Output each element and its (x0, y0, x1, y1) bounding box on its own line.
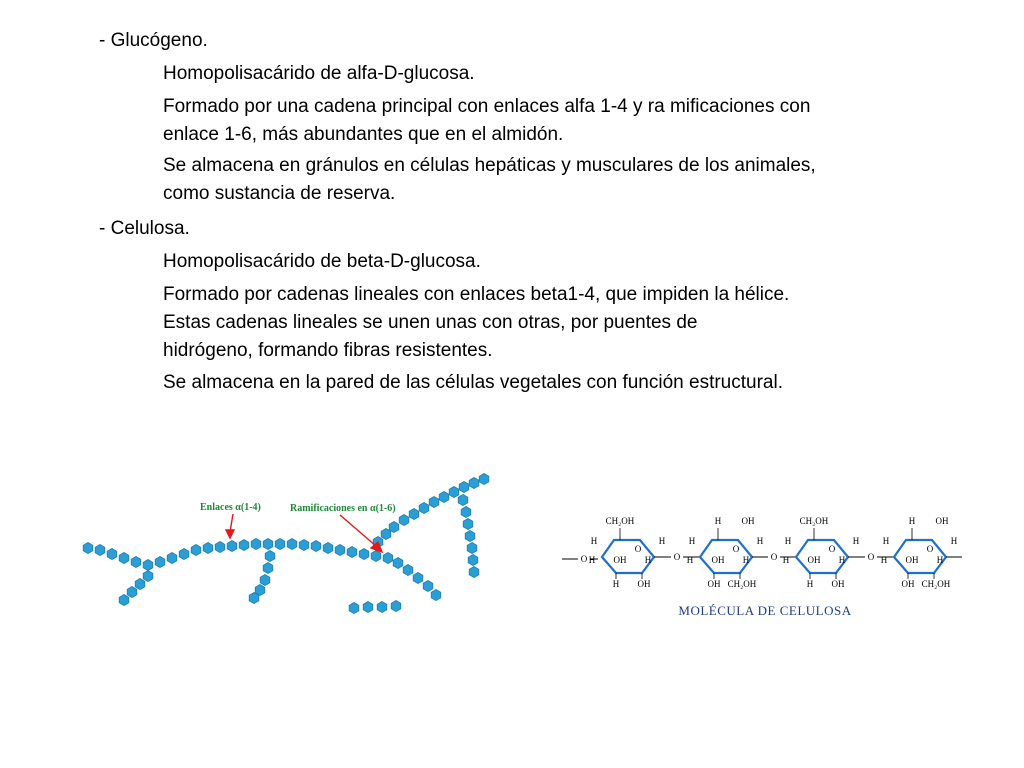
substituent-top-left: H (908, 516, 916, 526)
glucose-unit (419, 503, 429, 514)
glucose-unit (463, 519, 473, 530)
glucose-unit (335, 545, 345, 556)
glucose-unit (459, 482, 469, 493)
ring-oxygen: O (828, 544, 836, 554)
glucose-unit (465, 531, 475, 542)
substituent-h: H (882, 536, 890, 546)
glucose-unit (349, 603, 359, 614)
ring-oxygen: O (634, 544, 642, 554)
glucose-unit (393, 558, 403, 569)
glucose-unit (167, 553, 177, 564)
glucose-unit (239, 540, 249, 551)
glucose-unit (107, 549, 117, 560)
glucose-unit (95, 545, 105, 556)
glucose-unit (191, 545, 201, 556)
substituent-h: H (784, 536, 792, 546)
glucose-unit (287, 539, 297, 550)
glycosidic-oxygen: O (867, 552, 875, 562)
glucose-unit (389, 522, 399, 533)
glucose-unit (377, 602, 387, 613)
glucogeno-heading: - Glucógeno. (99, 30, 208, 51)
glycogen-glucose-units (83, 474, 489, 614)
substituent-h: H (590, 536, 598, 546)
cellulose-title: MOLÉCULA DE CELULOSA (678, 603, 852, 618)
glucose-unit (203, 543, 213, 554)
glucose-unit (119, 595, 129, 606)
glucose-unit (127, 587, 137, 598)
glucose-unit (413, 573, 423, 584)
glucogeno-structure-line1: Formado por una cadena principal con enlaces alfa 1-4 y ra mificaciones con (163, 96, 811, 117)
glucose-unit (467, 543, 477, 554)
glucose-unit (179, 549, 189, 560)
glucose-unit (119, 553, 129, 564)
substituent-bottom-left: OH (707, 579, 721, 589)
glucogeno-definition: Homopolisacárido de alfa-D-glucosa. (163, 63, 475, 84)
substituent-h: H (688, 536, 696, 546)
glucose-unit (275, 539, 285, 550)
glucose-unit (347, 547, 357, 558)
glucose-unit (227, 541, 237, 552)
glucose-unit (135, 579, 145, 590)
glucose-unit (359, 549, 369, 560)
arrow-branches (340, 515, 376, 546)
label-alpha-1-4-links: Enlaces α(1-4) (200, 502, 261, 513)
substituent-oh: OH (711, 555, 725, 565)
glucose-unit (391, 601, 401, 612)
celulosa-structure-line3: hidrógeno, formando fibras resistentes. (163, 340, 493, 361)
substituent-bottom-right: CH₂OH (921, 579, 951, 589)
glycosidic-oxygen: O (673, 552, 681, 562)
glucose-unit (249, 593, 259, 604)
celulosa-structure-line1: Formado por cadenas lineales con enlaces beta1-4, que impiden la hélice. (163, 284, 790, 305)
substituent-h: H (644, 555, 652, 565)
substituent-h: H (742, 555, 750, 565)
glucose-unit (263, 563, 273, 574)
glucose-unit (371, 551, 381, 562)
ring-oxygen: O (926, 544, 934, 554)
substituent-h: H (852, 536, 860, 546)
substituent-top-left: CH₂OH (799, 516, 829, 526)
celulosa-storage: Se almacena en la pared de las células vegetales con función estructural. (163, 372, 783, 393)
glucose-unit (263, 539, 273, 550)
glucose-unit (260, 575, 270, 586)
substituent-bottom-right: OH (637, 579, 651, 589)
glucose-unit (251, 539, 261, 550)
glucose-unit (399, 515, 409, 526)
glucogeno-structure-line2: enlace 1-6, más abundantes que en el almidón. (163, 124, 564, 145)
substituent-top-left: H (714, 516, 722, 526)
substituent-h: H (838, 555, 846, 565)
substituent-h: H (936, 555, 944, 565)
glucose-unit (409, 509, 419, 520)
glucose-unit (439, 492, 449, 503)
glucose-unit (469, 478, 479, 489)
substituent-oh: OH (905, 555, 919, 565)
glucose-unit (131, 557, 141, 568)
substituent-h: H (756, 536, 764, 546)
glucose-unit (429, 497, 439, 508)
substituent-top-left: CH₂OH (605, 516, 635, 526)
substituent-h: H (658, 536, 666, 546)
glucose-unit (155, 557, 165, 568)
celulosa-structure-line2: Estas cadenas lineales se unen unas con otras, por puentes de (163, 312, 698, 333)
substituent-h: H (588, 555, 596, 565)
label-alpha-1-6-branches: Ramificaciones en α(1-6) (290, 503, 396, 514)
celulosa-heading: - Celulosa. (99, 218, 190, 239)
substituent-bottom-left: OH (901, 579, 915, 589)
glucose-unit (469, 567, 479, 578)
substituent-h: H (950, 536, 958, 546)
celulosa-definition: Homopolisacárido de beta-D-glucosa. (163, 251, 481, 272)
ring-oxygen: O (732, 544, 740, 554)
glucogeno-storage-line1: Se almacena en gránulos en células hepáticas y musculares de los animales, (163, 155, 816, 176)
glucose-unit (403, 565, 413, 576)
glucose-unit (449, 487, 459, 498)
glucose-unit (468, 555, 478, 566)
glucose-unit (299, 540, 309, 551)
substituent-oh: OH (613, 555, 627, 565)
substituent-top-right: OH (935, 516, 949, 526)
substituent-h: H (880, 555, 888, 565)
glucose-unit (383, 553, 393, 564)
cellulose-rings (562, 516, 962, 589)
glucose-unit (423, 581, 433, 592)
glucose-unit (215, 542, 225, 553)
glucogeno-storage-line2: como sustancia de reserva. (163, 183, 396, 204)
cellulose-molecule-figure (560, 505, 970, 625)
glucose-unit (323, 543, 333, 554)
substituent-bottom-left: H (612, 579, 620, 589)
arrow-links (230, 514, 233, 532)
glucose-unit (458, 495, 468, 506)
label-o: O (580, 554, 588, 564)
glucose-unit (83, 543, 93, 554)
substituent-top-right: OH (741, 516, 755, 526)
glycogen-branching-figure (78, 470, 498, 620)
glucose-unit (431, 590, 441, 601)
glucose-unit (311, 541, 321, 552)
glucose-unit (143, 571, 153, 582)
glucose-unit (265, 551, 275, 562)
glucose-unit (143, 560, 153, 571)
substituent-h: H (686, 555, 694, 565)
glucose-unit (461, 507, 471, 518)
glucose-unit (363, 602, 373, 613)
glucose-unit (479, 474, 489, 485)
arrow-links-head (226, 530, 234, 538)
substituent-bottom-left: H (806, 579, 814, 589)
substituent-bottom-right: CH₂OH (727, 579, 757, 589)
substituent-h: H (782, 555, 790, 565)
glycosidic-oxygen: O (770, 552, 778, 562)
substituent-oh: OH (807, 555, 821, 565)
substituent-bottom-right: OH (831, 579, 845, 589)
